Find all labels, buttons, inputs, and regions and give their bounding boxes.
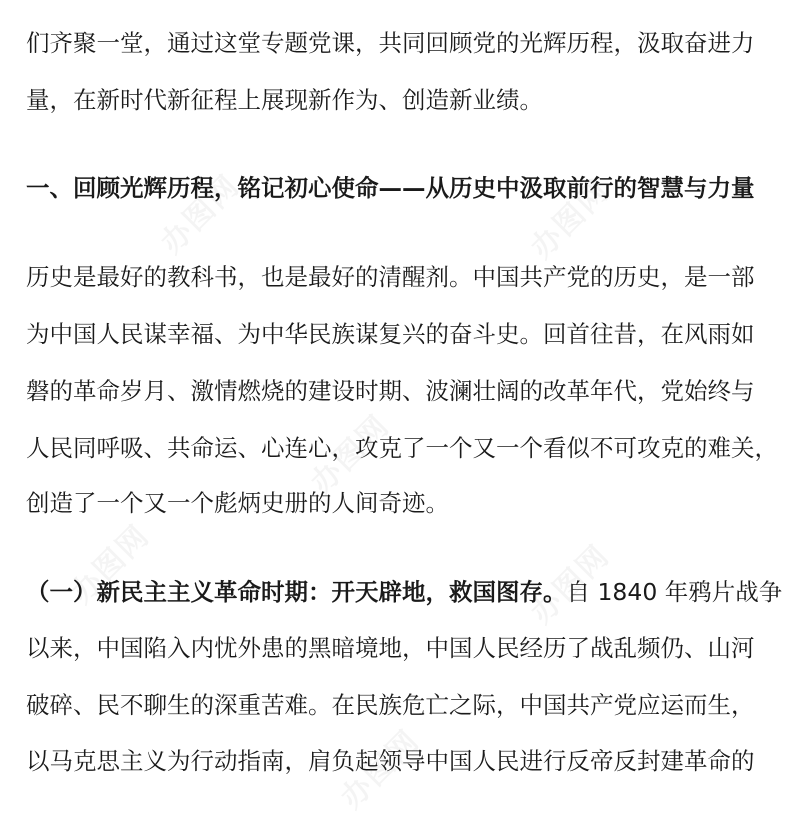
subsection-lead-text: 自 1840 年鸦片战争 — [566, 578, 782, 606]
body-text-line: 人民同呼吸、共命运、心连心，攻克了一个又一个看似不可攻克的难关， — [26, 434, 778, 462]
body-text-line: 创造了一个又一个彪炳史册的人间奇迹。 — [26, 489, 449, 517]
body-text-line: 以马克思主义为行动指南，肩负起领导中国人民进行反帝反封建革命的 — [26, 747, 755, 775]
body-text-line: 们齐聚一堂，通过这堂专题党课，共同回顾党的光辉历程，汲取奋进力 — [26, 29, 755, 57]
subsection-heading: （一）新民主主义革命时期：开天辟地，救国图存。 — [26, 578, 567, 606]
body-text-line: 以来，中国陷入内忧外患的黑暗境地，中国人民经历了战乱频仍、山河 — [26, 634, 755, 662]
body-text-line: 破碎、民不聊生的深重苦难。在民族危亡之际，中国共产党应运而生， — [26, 691, 755, 719]
body-text-line: 磐的革命岁月、激情燃烧的建设时期、波澜壮阔的改革年代，党始终与 — [26, 377, 755, 405]
subsection-lead-line — [26, 577, 782, 607]
section-heading: 一、回顾光辉历程，铭记初心使命——从历史中汲取前行的智慧与力量 — [26, 174, 755, 202]
body-text-line: 历史是最好的教科书，也是最好的清醒剂。中国共产党的历史，是一部 — [26, 263, 755, 291]
body-text-line: 量，在新时代新征程上展现新作为、创造新业绩。 — [26, 86, 543, 114]
body-text-line: 为中国人民谋幸福、为中华民族谋复兴的奋斗史。回首往昔，在风雨如 — [26, 320, 755, 348]
